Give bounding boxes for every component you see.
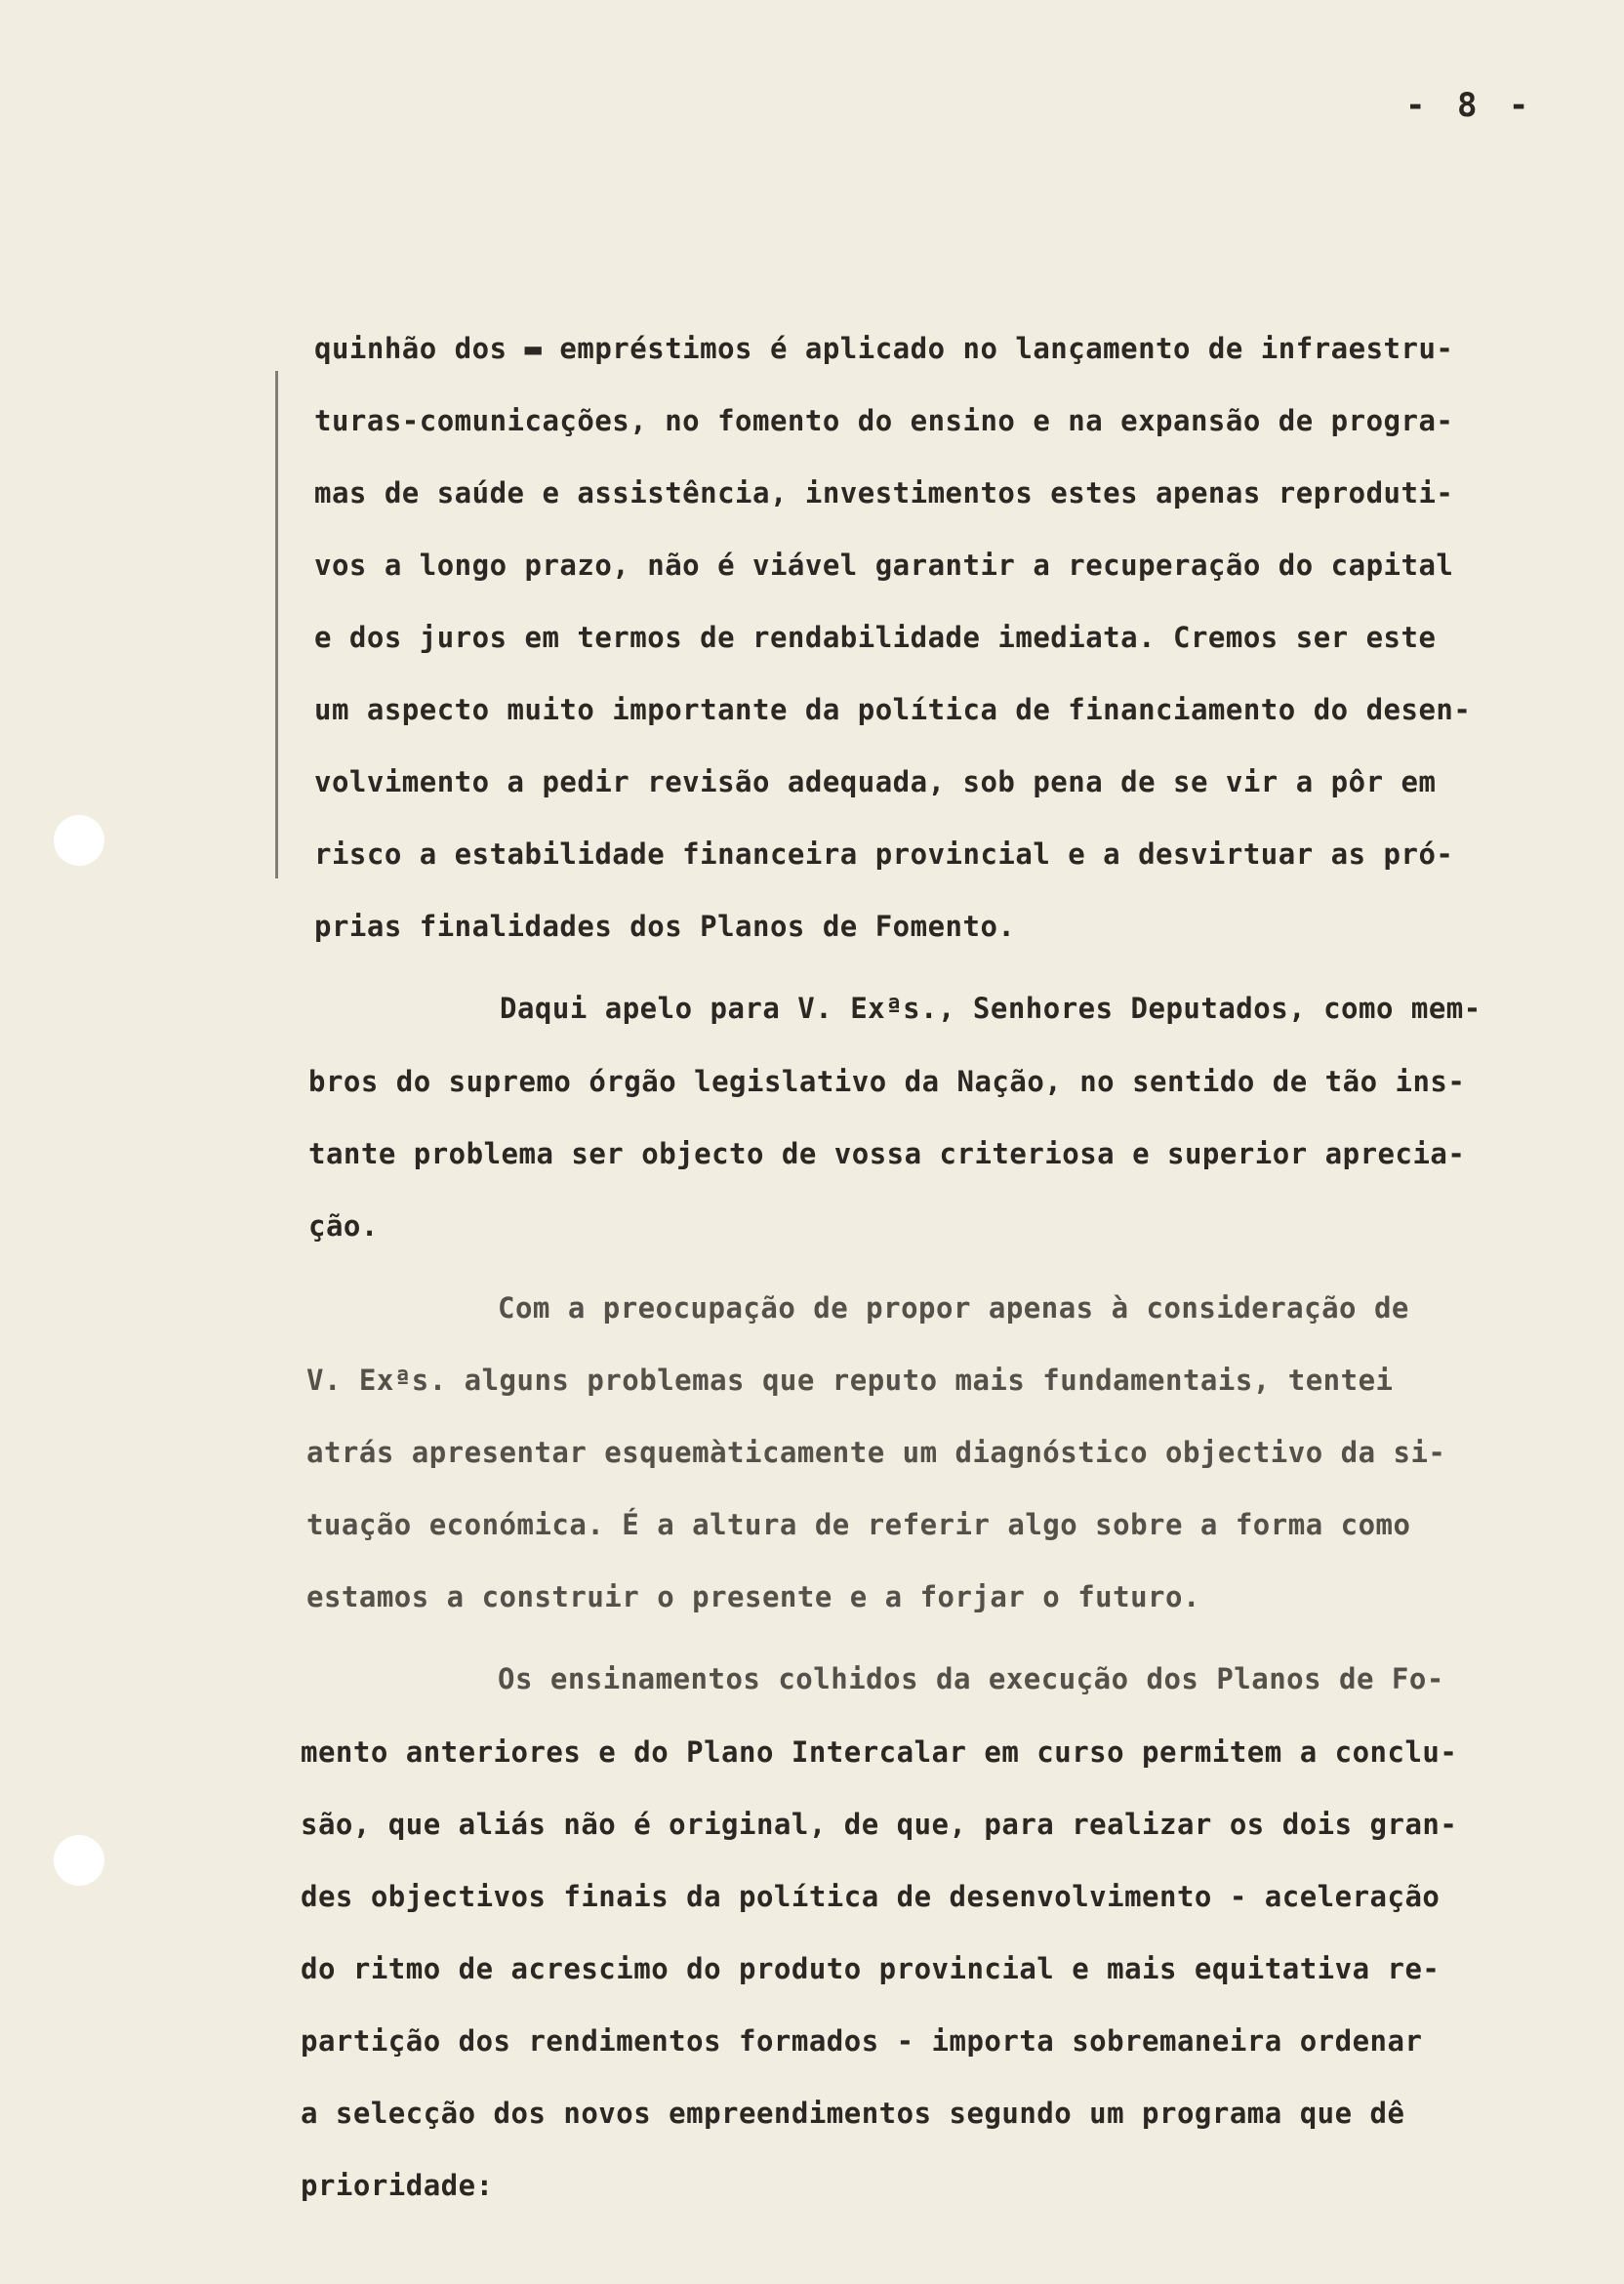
text-line: a selecção dos novos empreendimentos segundo um programa que dê <box>301 2097 1405 2130</box>
text-line: quinhão dos ▬ empréstimos é aplicado no lançamento de infraestru- <box>314 332 1454 365</box>
text-line: ção. <box>308 1209 379 1243</box>
text-line: partição dos rendimentos formados - importa sobremaneira ordenar <box>301 2024 1423 2058</box>
text-line: tante problema ser objecto de vossa criteriosa e superior aprecia- <box>308 1137 1466 1170</box>
punch-hole-top <box>54 815 104 866</box>
text-line: e dos juros em termos de rendabilidade imediata. Cremos ser este <box>314 621 1437 654</box>
text-line: V. Exªs. alguns problemas que reputo mais fundamentais, tentei <box>306 1364 1394 1397</box>
page-number: - 8 - <box>1405 86 1535 125</box>
text-line: estamos a construir o presente e a forjar o futuro. <box>306 1580 1200 1613</box>
text-line: volvimento a pedir revisão adequada, sob pena de se vir a pôr em <box>314 765 1437 798</box>
text-line: prioridade: <box>301 2169 494 2202</box>
text-line: tuação económica. É a altura de referir algo sobre a forma como <box>306 1508 1411 1541</box>
text-line: des objectivos finais da política de desenvolvimento - aceleração <box>301 1880 1441 1913</box>
text-line: do ritmo de acrescimo do produto provincial e mais equitativa re- <box>301 1952 1441 1985</box>
text-line: bros do supremo órgão legislativo da Nação, no sentido de tão ins- <box>308 1065 1466 1098</box>
text-line: prias finalidades dos Planos de Fomento. <box>314 910 1016 943</box>
text-line: risco a estabilidade financeira provincial e a desvirtuar as pró- <box>314 837 1454 871</box>
text-line: mas de saúde e assistência, investimentos estes apenas reproduti- <box>314 476 1454 510</box>
punch-hole-bottom <box>54 1835 104 1886</box>
text-line: turas-comunicações, no fomento do ensino e na expansão de progra- <box>314 404 1454 437</box>
text-line: atrás apresentar esquemàticamente um diagnóstico objectivo da si- <box>306 1436 1446 1469</box>
margin-marker-line <box>275 371 278 878</box>
text-line: um aspecto muito importante da política de financiamento do desen- <box>314 693 1472 726</box>
text-line: vos a longo prazo, não é viável garantir a recuperação do capital <box>314 549 1454 582</box>
text-line: Com a preocupação de propor apenas à consideração de <box>498 1291 1409 1325</box>
text-line: Daqui apelo para V. Exªs., Senhores Deputados, como mem- <box>500 992 1482 1025</box>
text-line: são, que aliás não é original, de que, para realizar os dois gran- <box>301 1808 1458 1841</box>
text-line: mento anteriores e do Plano Intercalar em curso permitem a conclu- <box>301 1735 1458 1769</box>
text-line: Os ensinamentos colhidos da execução dos Planos de Fo- <box>498 1662 1444 1695</box>
